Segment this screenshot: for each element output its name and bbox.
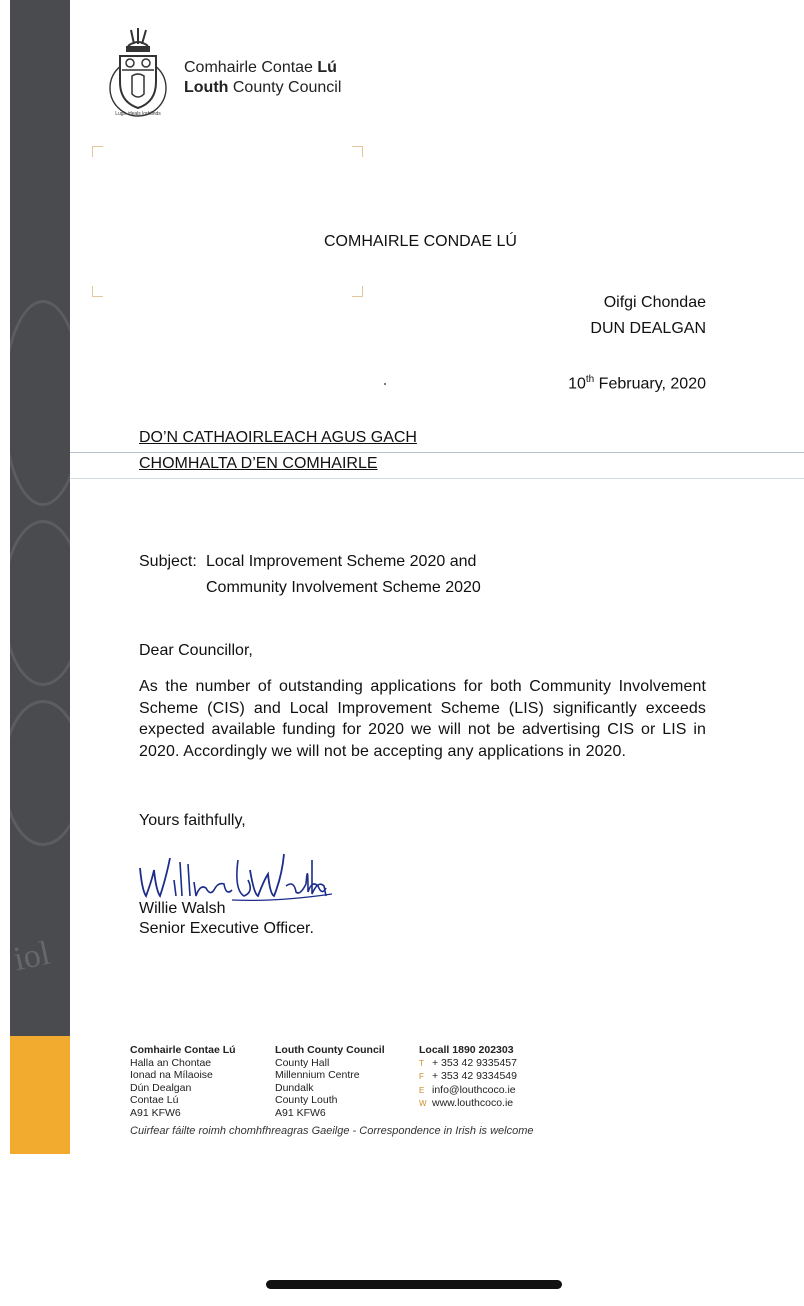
recipient-line-2: CHOMHALTA D’EN COMHAIRLE xyxy=(139,455,378,472)
signer-name: Willie Walsh xyxy=(139,900,226,917)
sidebar-stripe-dark xyxy=(10,0,70,1036)
website-link[interactable]: www.louthcoco.ie xyxy=(432,1097,514,1110)
sidebar-watermark-text: iol xyxy=(10,934,54,979)
subject-line-1: Local Improvement Scheme 2020 and xyxy=(206,553,477,570)
footer-english-line: A91 KFW6 xyxy=(275,1106,326,1119)
signer-title: Senior Executive Officer. xyxy=(139,920,314,937)
closing: Yours faithfully, xyxy=(139,812,246,829)
fax-label: F xyxy=(419,1072,424,1082)
web-label: W xyxy=(419,1099,427,1109)
watermark-ring-icon xyxy=(2,700,84,846)
scan-fold-line xyxy=(70,478,804,479)
council-name-english: County Council xyxy=(228,79,342,96)
footer-irish-line: Contae Lú xyxy=(130,1094,179,1107)
footer-english-line: Louth County Council xyxy=(275,1044,385,1056)
council-name-irish-bold: Lú xyxy=(317,59,337,76)
footer-locall: Locall 1890 202303 xyxy=(419,1044,514,1056)
address-line-1: Oifgi Chondae xyxy=(603,294,706,311)
home-indicator-bar[interactable] xyxy=(266,1280,562,1289)
footer-irish-welcome: Cuirfear fáilte roimh chomhfhreagras Gaeilge - Correspondence in Irish is welcome xyxy=(130,1125,534,1137)
footer-english-line: County Hall xyxy=(275,1056,330,1069)
email-label: E xyxy=(419,1085,425,1095)
crest-motto: Lugh ideals lorhlinds xyxy=(115,111,161,117)
scan-speck xyxy=(384,383,386,385)
footer-english-line: Dundalk xyxy=(275,1081,314,1094)
footer-irish-line: Ionad na Mílaoise xyxy=(130,1069,213,1082)
footer-english-address xyxy=(275,1044,385,1120)
watermark-ring-icon xyxy=(2,520,84,686)
footer-english-line: County Louth xyxy=(275,1094,338,1107)
subject-label: Subject: xyxy=(139,553,197,570)
corner-mark xyxy=(92,146,103,157)
letter-date xyxy=(568,374,706,393)
phone-label: T xyxy=(419,1058,424,1068)
corner-mark xyxy=(352,146,363,157)
council-name-english-bold: Louth xyxy=(184,79,229,96)
scan-fold-line xyxy=(70,452,804,453)
email-link[interactable]: info@louthcoco.ie xyxy=(432,1083,516,1096)
letter-body: As the number of outstanding applications for both Community Involvement Scheme (CIS) and Local Improvement Scheme (LIS) significantly exceeds expected available funding for 2020 we will not be advertising CIS or LIS in 2020. Accordingly we will not be accepting any applications in 2020. xyxy=(139,678,706,760)
footer-contacts xyxy=(419,1044,517,1111)
salutation: Dear Councillor, xyxy=(139,642,253,659)
sidebar-stripe-accent xyxy=(10,1036,70,1154)
corner-mark xyxy=(92,286,103,297)
fax-number: + 353 42 9334549 xyxy=(432,1070,517,1083)
date-suffix: th xyxy=(585,374,595,385)
footer-irish-line: Halla an Chontae xyxy=(130,1056,212,1069)
letter-heading: COMHAIRLE CONDAE LÚ xyxy=(324,233,517,250)
footer-english-line: Millennium Centre xyxy=(275,1069,360,1082)
footer-irish-line: Dún Dealgan xyxy=(130,1081,192,1094)
footer-irish-line: A91 KFW6 xyxy=(130,1106,181,1119)
address-line-2: DUN DEALGAN xyxy=(590,320,706,337)
recipient-line-1: DO’N CATHAOIRLEACH AGUS GACH xyxy=(139,429,417,446)
county-crest-logo xyxy=(104,26,172,118)
subject-line-2: Community Involvement Scheme 2020 xyxy=(206,579,481,596)
phone-number[interactable]: + 353 42 9335457 xyxy=(432,1056,517,1069)
footer-irish-line: Comhairle Contae Lú xyxy=(130,1044,236,1056)
footer-irish-address xyxy=(130,1044,236,1120)
date-day: 10 xyxy=(568,375,586,393)
corner-mark xyxy=(352,286,363,297)
council-name xyxy=(184,58,341,98)
date-rest: February, 2020 xyxy=(594,375,706,393)
watermark-crest-icon xyxy=(2,300,84,506)
council-name-irish: Comhairle Contae xyxy=(184,59,318,76)
